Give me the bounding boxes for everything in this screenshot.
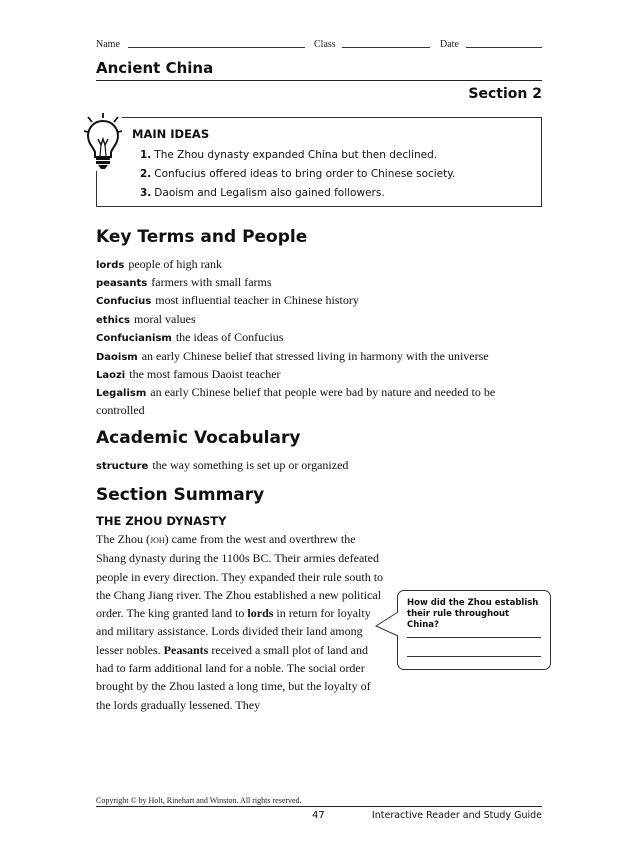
summary-text: The Zhou ( [96, 532, 150, 546]
term-word: Legalism [96, 388, 147, 399]
name-label: Name [96, 39, 120, 50]
summary-text: received a small plot of land and had to farm additional land for a noble. The social order brought by the Zhou lasted a long time, but the loyalty of the lords gradually lessened. They [96, 642, 371, 712]
idea-text: The Zhou dynasty expanded China but then declined. [154, 149, 438, 161]
term-entry [96, 274, 536, 292]
key-term-bold: lords [247, 606, 274, 621]
book-title: Interactive Reader and Study Guide [371, 810, 542, 821]
class-line [342, 47, 430, 48]
subject-title: Ancient China [96, 59, 214, 77]
vocab-entry [96, 457, 536, 475]
summary-heading: Section Summary [96, 485, 265, 505]
name-line [128, 47, 305, 48]
term-entry [96, 311, 536, 329]
date-label: Date [440, 39, 459, 50]
answer-line[interactable] [407, 637, 541, 638]
term-word: Confucianism [96, 333, 172, 344]
pronunciation: joh [149, 534, 165, 546]
academic-vocab-heading: Academic Vocabulary [96, 428, 301, 448]
term-entry [96, 256, 536, 274]
term-word: Confucius [96, 296, 152, 307]
idea-text: Confucius offered ideas to bring order to Chinese society. [154, 168, 456, 180]
summary-text: in return for loyalty and military assistance. Lords divided their land among lesser nobles. [96, 606, 371, 657]
date-line [466, 47, 542, 48]
page-number: 47 [312, 810, 325, 821]
term-word: Daoism [96, 352, 138, 363]
top-rule [96, 80, 542, 81]
term-definition: the way something is set up or organized [152, 458, 349, 472]
main-ideas-title: MAIN IDEAS [132, 127, 210, 141]
idea-number: 1. [140, 149, 152, 161]
term-entry [96, 348, 536, 366]
copyright: Copyright © by Holt, Rinehart and Winston. All rights reserved. [96, 796, 302, 805]
lightbulb-icon [84, 113, 122, 171]
term-definition: farmers with small farms [151, 275, 272, 289]
idea-number: 3. [140, 187, 152, 199]
idea-text: Daoism and Legalism also gained followers. [154, 187, 385, 199]
summary-paragraph [96, 530, 386, 714]
term-word: structure [96, 461, 149, 472]
term-entry [96, 292, 536, 310]
term-word: peasants [96, 278, 148, 289]
term-entry [96, 366, 536, 384]
term-definition: an early Chinese belief that stressed living in harmony with the universe [141, 349, 489, 363]
key-terms-heading: Key Terms and People [96, 227, 308, 247]
term-definition: the most famous Daoist teacher [129, 367, 281, 381]
term-definition: the ideas of Confucius [175, 330, 284, 344]
main-idea-item [140, 168, 455, 180]
key-term-bold: Peasants [163, 642, 209, 657]
term-entry [90, 384, 536, 419]
term-word: lords [96, 260, 125, 271]
term-word: ethics [96, 315, 130, 326]
section-number: Section 2 [468, 86, 542, 102]
callout-pointer [374, 610, 400, 638]
answer-line[interactable] [407, 656, 541, 657]
footer-rule [96, 806, 542, 807]
term-definition: people of high rank [128, 257, 222, 271]
main-idea-item [140, 149, 437, 161]
term-definition: most influential teacher in Chinese history [155, 293, 359, 307]
class-label: Class [314, 39, 336, 50]
main-idea-item [140, 187, 385, 199]
callout-question: How did the Zhou establish their rule throughout China? [407, 598, 539, 630]
term-word: Laozi [96, 370, 126, 381]
term-definition: an early Chinese belief that people were bad by nature and needed to be controlled [96, 385, 496, 417]
term-definition: moral values [134, 312, 196, 326]
term-entry [96, 329, 536, 347]
summary-subhead: THE ZHOU DYNASTY [96, 514, 227, 528]
summary-text: ) came from the west and overthrew the Shang dynasty during the 1100s BC. Their armies defeated people in every direction. They expanded their rule south to the Chang Jiang river. The Zhou established a new political order. The king granted land to [96, 532, 384, 621]
idea-number: 2. [140, 168, 152, 180]
